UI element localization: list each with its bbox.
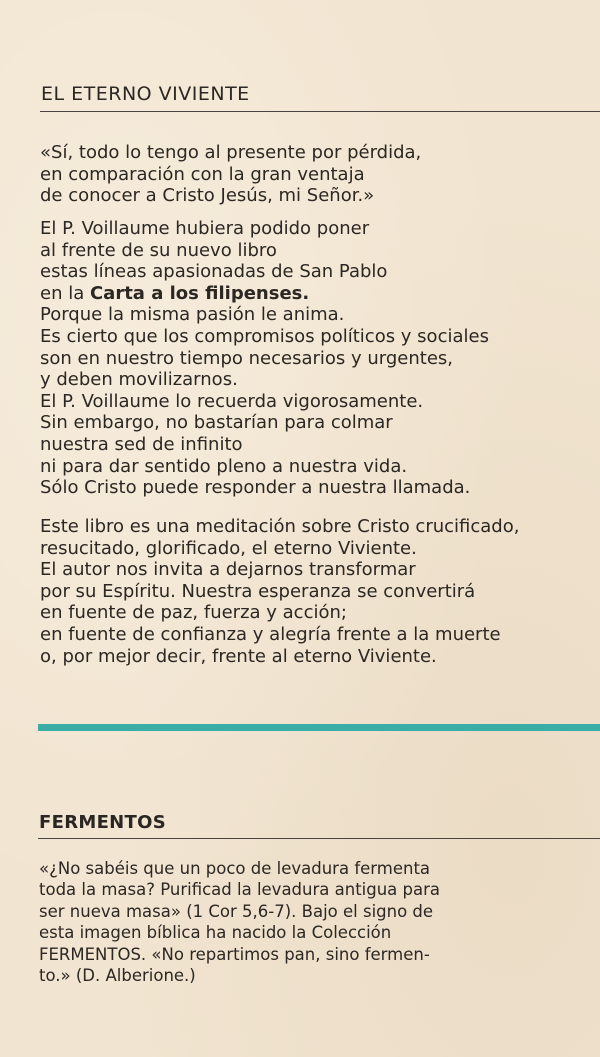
- paragraph-line: Porque la misma pasión le anima.: [40, 304, 345, 326]
- collection-line: ser nueva masa» (1 Cor 5,6-7). Bajo el signo de: [39, 901, 434, 921]
- collection-heading: FERMENTOS: [39, 812, 166, 833]
- paragraph-line: o, por mejor decir, frente al eterno Viviente.: [40, 645, 437, 667]
- paragraph-line: resucitado, glorificado, el eterno Viviente.: [40, 537, 417, 559]
- paragraph-line: Sólo Cristo puede responder a nuestra llamada.: [40, 477, 471, 499]
- epistle-title: Carta a los filipenses.: [89, 282, 310, 304]
- paragraph-line: por su Espíritu. Nuestra esperanza se convertirá: [40, 580, 476, 602]
- collection-line: esta imagen bíblica ha nacido la Colección: [39, 923, 392, 943]
- paragraph-line: nuestra sed de infinito: [40, 433, 243, 455]
- paragraph-line: ni para dar sentido pleno a nuestra vida.: [40, 455, 408, 477]
- paragraph-line: Este libro es una meditación sobre Cristo crucificado,: [40, 516, 520, 537]
- title-underline-rule: [40, 111, 600, 112]
- collection-line: to.» (D. Alberione.): [39, 966, 196, 986]
- paragraph-line: son en nuestro tiempo necesarios y urgentes,: [40, 347, 453, 369]
- paragraph-line: en fuente de confianza y alegría frente a la muerte: [40, 623, 501, 645]
- epigraph-quote: [40, 142, 421, 207]
- description-paragraph-1: [40, 218, 489, 499]
- collection-description: [39, 858, 440, 986]
- paragraph-line: en fuente de paz, fuerza y acción;: [40, 602, 347, 624]
- paragraph-line: estas líneas apasionadas de San Pablo: [40, 261, 388, 283]
- paragraph-line: El autor nos invita a dejarnos transformar: [40, 559, 416, 581]
- paragraph-line: El P. Voillaume lo recuerda vigorosamente.: [40, 390, 424, 412]
- collection-line: «¿No sabéis que un poco de levadura fermenta: [39, 859, 431, 878]
- series-title: EL ETERNO VIVIENTE: [41, 83, 250, 105]
- description-paragraph-2: [40, 516, 519, 667]
- paragraph-line-prefix: en la: [40, 282, 90, 304]
- paragraph-line: [40, 283, 489, 305]
- teal-divider-band: [38, 724, 600, 731]
- paragraph-line: y deben movilizarnos.: [40, 369, 238, 391]
- quote-line: en comparación con la gran ventaja: [40, 163, 365, 185]
- collection-line: FERMENTOS. «No repartimos pan, sino fermen-: [39, 944, 430, 964]
- collection-line: toda la masa? Purificad la levadura antigua para: [39, 880, 441, 900]
- collection-heading-rule: [38, 838, 600, 839]
- paragraph-line: al frente de su nuevo libro: [40, 239, 277, 261]
- quote-line: «Sí, todo lo tengo al presente por pérdida,: [40, 142, 422, 163]
- quote-line: de conocer a Cristo Jesús, mi Señor.»: [40, 185, 375, 207]
- paragraph-line: El P. Voillaume hubiera podido poner: [40, 218, 370, 239]
- paragraph-line: Es cierto que los compromisos políticos y sociales: [40, 325, 489, 347]
- paragraph-line: Sin embargo, no bastarían para colmar: [40, 412, 393, 434]
